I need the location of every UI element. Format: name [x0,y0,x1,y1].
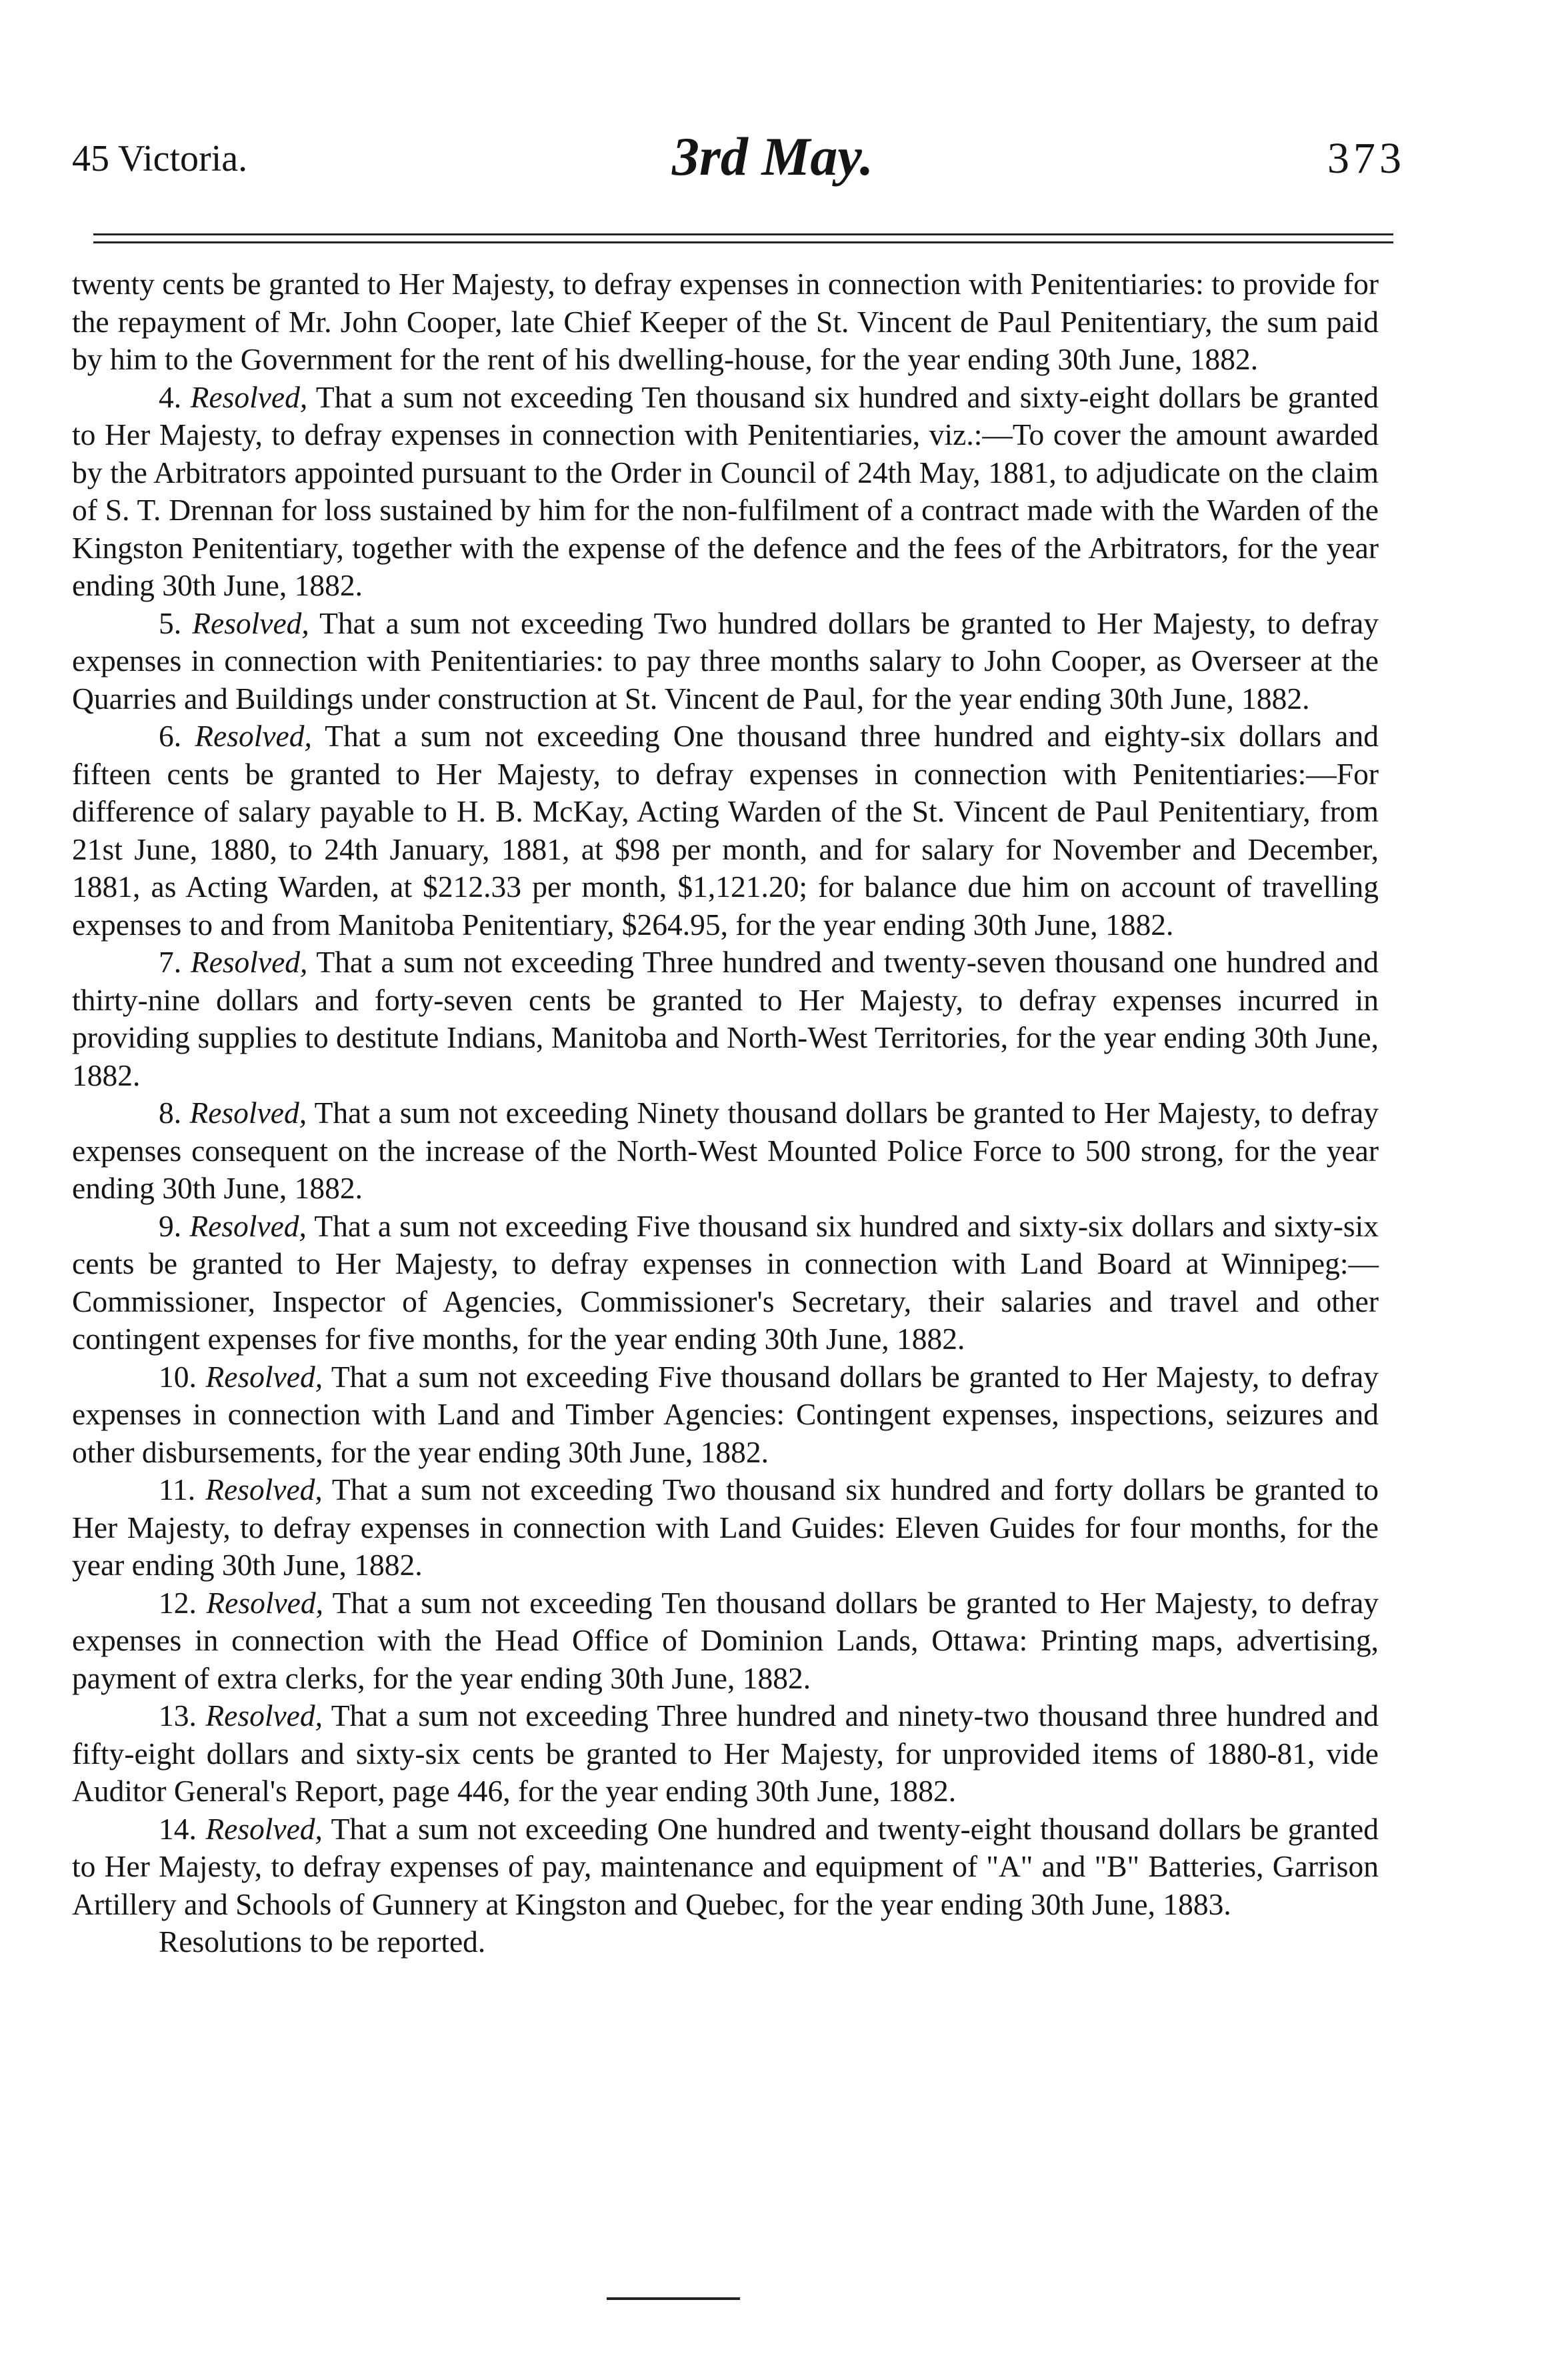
resolution-text: That a sum not exceeding Five thousand six hundred and sixty-six dollars and sixty-six cents be granted to Her Majesty, to defray expenses in connection with Land Board at Winnipeg:—Commissioner, Inspector of Agencies, Commissioner's Secretary, their salaries and travel and other contingent expenses for five months, for the year ending 30th June, 1882. [72,1208,1379,1356]
resolution-number: 14. [159,1811,197,1846]
resolution-8 [72,1094,1379,1208]
paragraph-text: twenty cents be granted to Her Majesty, to defray expenses in connection with Penitentiaries: to provide for the repayment of Mr. John Cooper, late Chief Keeper of the St. Vincent de Paul Penitentiary, the sum paid by him to the Government for the rent of his dwelling-house, for the year ending 30th June, 1882. [72,267,1379,376]
header-rule [93,233,1393,243]
resolution-number: 9. [159,1208,182,1243]
resolutions-body [72,265,1379,1961]
resolved-keyword: Resolved, [190,945,308,979]
resolution-12 [72,1584,1379,1698]
resolved-keyword: Resolved, [189,1208,307,1243]
resolution-number: 12. [159,1585,197,1620]
resolution-number: 5. [159,606,182,640]
resolution-text: That a sum not exceeding Two thousand six hundred and forty dollars be granted to Her Majesty, to defray expenses in connection with Land Guides: Eleven Guides for four months, for the year ending 30th June, 1882. [72,1472,1379,1582]
resolution-text: That a sum not exceeding Five thousand dollars be granted to Her Majesty, to defray expenses in connection with Land and Timber Agencies: Contingent expenses, inspections, seizures and other disbursements, for the year ending 30th June, 1882. [72,1359,1379,1469]
resolution-6 [72,718,1379,944]
resolution-text: That a sum not exceeding One hundred and twenty-eight thousand dollars be granted to Her Majesty, to defray expenses of pay, maintenance and equipment of "A" and "B" Batteries, Garrison Artillery and Schools of Gunnery at Kingston and Quebec, for the year ending 30th June, 1883. [72,1811,1379,1921]
paragraph-continued [72,265,1379,379]
resolved-keyword: Resolved, [205,1472,323,1506]
resolved-keyword: Resolved, [205,1811,323,1846]
resolution-13 [72,1697,1379,1811]
resolution-text: That a sum not exceeding Three hundred and ninety-two thousand three hundred and fifty-eight dollars and sixty-six cents be granted to Her Majesty, for unprovided items of 1880-81, vide Auditor General's Report, page 446, for the year ending 30th June, 1882. [72,1698,1379,1808]
resolution-text: That a sum not exceeding Two hundred dollars be granted to Her Majesty, to defray expenses in connection with Penitentiaries: to pay three months salary to John Cooper, as Overseer at the Quarries and Buildings under construction at St. Vincent de Paul, for the year ending 30th June, 1882. [72,606,1379,716]
resolution-4 [72,379,1379,605]
resolved-keyword: Resolved, [192,606,309,640]
resolution-text: That a sum not exceeding Three hundred and twenty-seven thousand one hundred and thirty-nine dollars and forty-seven cents be granted to Her Majesty, to defray expenses incurred in providing supplies to destitute Indians, Manitoba and North-West Territories, for the year ending 30th June, 1882. [72,945,1379,1092]
resolved-keyword: Resolved, [195,719,312,753]
header-date: 3rd May. [672,126,874,187]
resolution-7 [72,944,1379,1094]
resolved-keyword: Resolved, [205,1359,323,1394]
end-rule [607,2297,740,2300]
resolution-number: 11. [159,1472,196,1506]
resolution-11 [72,1471,1379,1584]
resolution-number: 10. [159,1359,197,1394]
resolution-number: 6. [159,719,182,753]
resolution-text: That a sum not exceeding One thousand three hundred and eighty-six dollars and fifteen cents be granted to Her Majesty, to defray expenses in connection with Penitentiaries:—For difference of salary payable to H. B. McKay, Acting Warden of the St. Vincent de Paul Penitentiary, from 21st June, 1880, to 24th January, 1881, at $98 per month, and for salary for November and December, 1881, as Acting Warden, at $212.33 per month, $1,121.20; for balance due him on account of travelling expenses to and from Manitoba Penitentiary, $264.95, for the year ending 30th June, 1882. [72,719,1379,942]
resolution-5 [72,605,1379,718]
resolved-keyword: Resolved, [205,1698,323,1732]
resolution-text: That a sum not exceeding Ten thousand six hundred and sixty-eight dollars be granted to Her Majesty, to defray expenses in connection with Penitentiaries, viz.:—To cover the amount awarded by the Arbitrators appointed pursuant to the Order in Council of 24th May, 1881, to adjudicate on the claim of S. T. Drennan for loss sustained by him for the non-fulfilment of a contract made with the Warden of the Kingston Penitentiary, together with the expense of the defence and the fees of the Arbitrators, for the year ending 30th June, 1882. [72,379,1379,602]
page-number: 373 [1327,134,1405,183]
resolution-number: 8. [159,1096,182,1130]
closing-text: Resolutions to be reported. [159,1925,486,1959]
resolution-number: 7. [159,945,182,979]
resolution-number: 4. [159,379,182,414]
resolution-text: That a sum not exceeding Ninety thousand dollars be granted to Her Majesty, to defray expenses consequent on the increase of the North-West Mounted Police Force to 500 strong, for the year ending 30th June, 1882. [72,1096,1379,1205]
closing-line [72,1923,1379,1961]
resolved-keyword: Resolved, [189,1096,307,1130]
header-session: 45 Victoria. [72,138,248,179]
resolution-text: That a sum not exceeding Ten thousand dollars be granted to Her Majesty, to defray expenses in connection with the Head Office of Dominion Lands, Ottawa: Printing maps, advertising, payment of extra clerks, for the year ending 30th June, 1882. [72,1585,1379,1695]
resolution-number: 13. [159,1698,197,1732]
resolved-keyword: Resolved, [206,1585,323,1620]
page-header [72,125,1405,199]
resolved-keyword: Resolved, [190,379,308,414]
resolution-10 [72,1358,1379,1472]
resolution-14 [72,1811,1379,1924]
resolution-9 [72,1208,1379,1358]
